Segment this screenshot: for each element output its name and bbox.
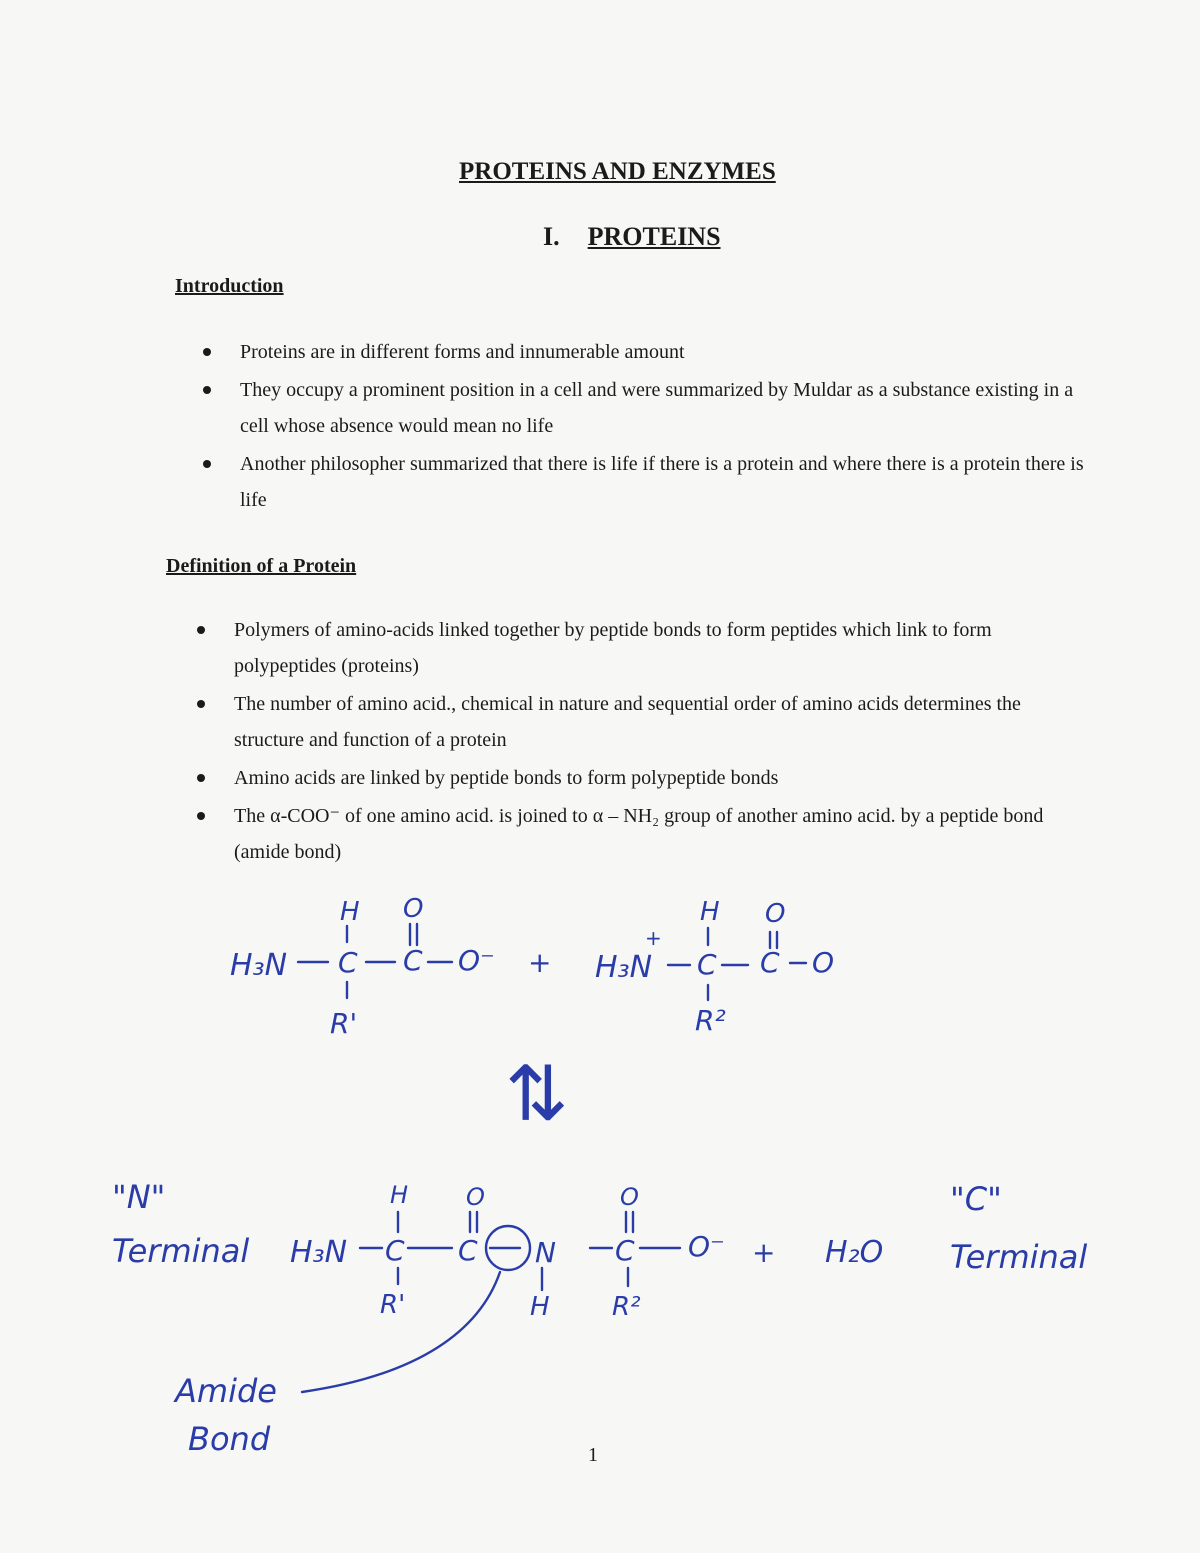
r-group-label: R² [612, 1292, 641, 1322]
n-terminal-label: Terminal [112, 1232, 250, 1270]
amine-label: H₃N [595, 950, 653, 985]
document-title: PROTEINS AND ENZYMES [459, 158, 776, 185]
r-group-label: R' [380, 1290, 406, 1320]
water-label: H₂O [825, 1235, 884, 1270]
n-terminal-quote: "N" [112, 1178, 166, 1216]
list-item: The α-COO⁻ of one amino acid. is joined to α – NH₂ group of another amino acid. by a peptide bond (amide bond) [194, 798, 1079, 870]
amide-bond-label-2: Bond [188, 1420, 271, 1458]
amine-label: H₃N [230, 948, 288, 983]
bond-lines [668, 928, 806, 1000]
r-group-label: R² [695, 1004, 726, 1037]
dipeptide-product [290, 1181, 725, 1392]
carbonyl-carbon-label: C [760, 946, 780, 979]
alpha-carbon-label: C [697, 948, 717, 981]
plus-sign: + [752, 1236, 776, 1269]
list-item: They occupy a prominent position in a cell and were summarized by Muldar as a substance existing in a cell whose absence would mean no life [200, 372, 1090, 444]
amine-label: H₃N [290, 1235, 348, 1270]
oxygen-label: O [403, 894, 424, 924]
list-item: Polymers of amino-acids linked together by peptide bonds to form peptides which link to form polypeptides (proteins) [194, 612, 1079, 684]
hydrogen-label: H [340, 897, 360, 927]
equilibrium-arrow: ⇅ [505, 1049, 569, 1138]
oxygen-label: O [620, 1183, 639, 1211]
charge-label: + [645, 926, 662, 950]
reactant-2 [595, 897, 834, 1037]
plus-sign: + [528, 946, 552, 979]
list-item: Proteins are in different forms and innumerable amount [200, 334, 1090, 370]
c-terminal-label: Terminal [950, 1238, 1088, 1276]
section-number: I. [543, 222, 560, 251]
carbonyl-carbon-label: C [615, 1234, 635, 1267]
list-item: Another philosopher summarized that there is life if there is a protein and where there is a protein there is life [200, 446, 1090, 518]
amide-hydrogen-label: H [530, 1292, 550, 1322]
page-number: 1 [588, 1444, 598, 1466]
oxygen-label: O [765, 899, 786, 929]
carboxylate-oxygen-label: O⁻ [688, 1230, 725, 1263]
hydrogen-label: H [390, 1181, 409, 1209]
carboxylate-oxygen-label: O⁻ [458, 944, 495, 977]
carbonyl-carbon-label: C [458, 1234, 478, 1267]
amide-bond-label-1: Amide [175, 1372, 277, 1410]
hydrogen-label: H [700, 897, 720, 927]
carboxylate-oxygen-label: O [812, 946, 835, 979]
section-title: PROTEINS [587, 222, 721, 251]
introduction-heading: Introduction [175, 275, 284, 297]
bond-lines [298, 924, 452, 998]
alpha-carbon-label: C [338, 946, 358, 979]
list-item: The number of amino acid., chemical in nature and sequential order of amino acids determines the structure and function of a protein [194, 686, 1079, 758]
alpha-carbon-label: C [385, 1234, 405, 1267]
r-group-label: R' [330, 1007, 358, 1040]
list-item: Amino acids are linked by peptide bonds to form polypeptide bonds [194, 760, 1079, 796]
definition-heading: Definition of a Protein [166, 555, 357, 577]
amide-nitrogen-label: N [535, 1236, 556, 1269]
c-terminal-quote: "C" [950, 1180, 1002, 1218]
reactant-1 [230, 894, 495, 1040]
carbonyl-carbon-label: C [403, 944, 423, 977]
oxygen-label: O [466, 1183, 485, 1211]
